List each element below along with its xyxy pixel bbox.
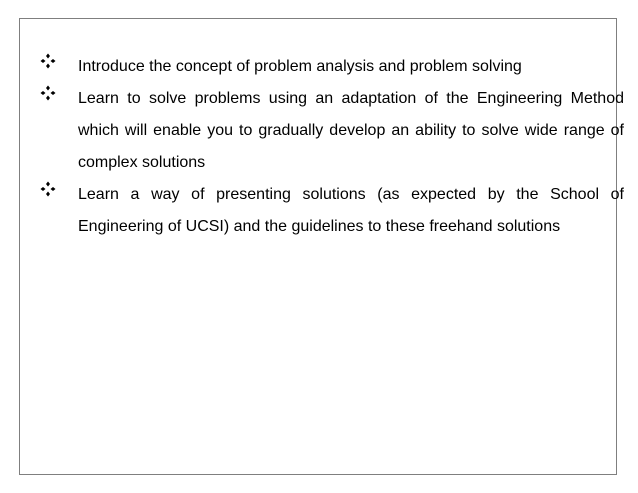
bullet-text: Introduce the concept of problem analysis and problem solving — [78, 58, 522, 75]
diamond-bullet-icon — [40, 53, 56, 69]
diamond-bullet-icon — [40, 85, 56, 101]
list-item — [40, 179, 624, 243]
list-item — [40, 83, 624, 179]
list-item — [40, 51, 624, 83]
bullet-text: Learn a way of presenting solutions (as expected by the School of Engineering of UCSI) and the guidelines to these freehand solutions — [78, 186, 624, 235]
diamond-bullet-icon — [40, 181, 56, 197]
bullet-text: Learn to solve problems using an adaptation of the Engineering Method which will enable you to gradually develop an ability to solve wide range of complex solutions — [78, 90, 624, 171]
slide-frame — [19, 18, 624, 475]
bullet-list — [40, 51, 624, 243]
